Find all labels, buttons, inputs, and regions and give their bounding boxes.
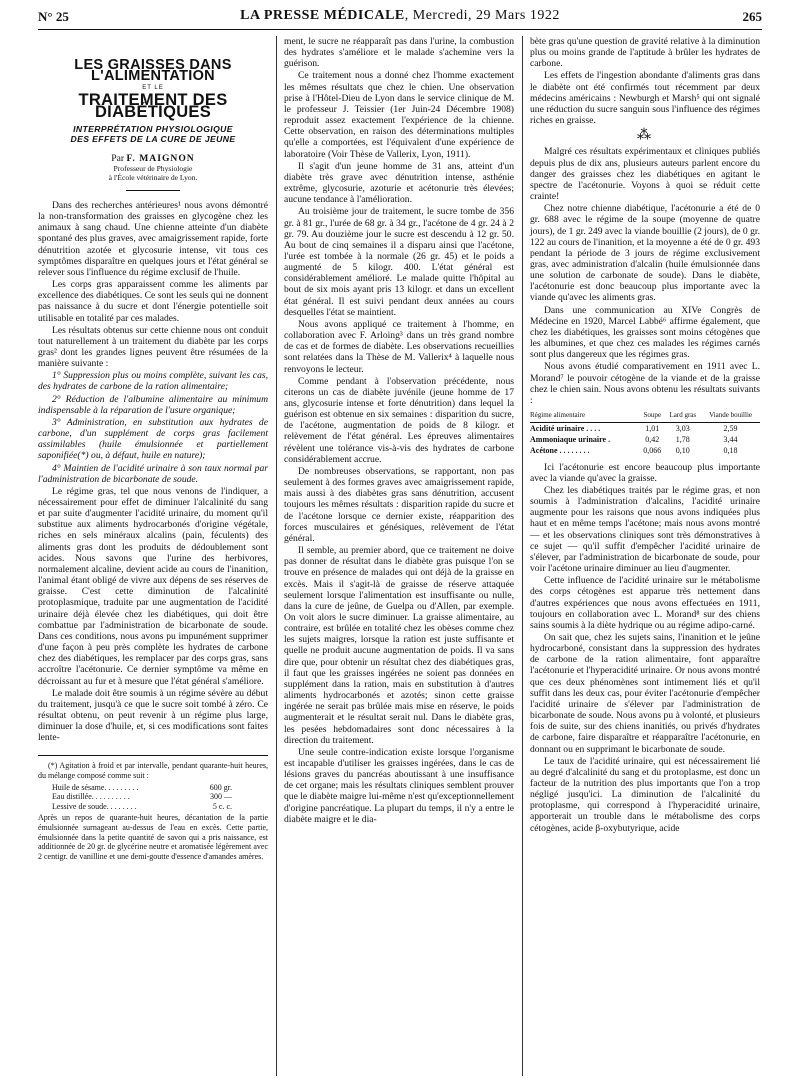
table-row: Acétone . . . . . . . . 0,066 0,10 0,18 bbox=[530, 446, 738, 456]
author-name: F. MAIGNON bbox=[126, 152, 195, 164]
paragraph: Dans une communication au XIVe Congrès de Médecine en 1920, Marcel Labbé⁶ affirme également, que chez les diabétiques, les graisses sont moins cétogènes que les albumines, et que chez ces malades les régimes carnés sont plus dangereux que les régimes gras. bbox=[530, 304, 760, 361]
list-item: 1° Suppression plus ou moins complète, suivant les cas, des hydrates de carbone de la ration alimentaire; bbox=[38, 370, 268, 393]
formula-row: Huile de sésame. . . . . . . . . 600 gr. bbox=[52, 782, 232, 792]
paragraph: Le malade doit être soumis à un régime sévère au début du traitement, jusqu'à ce que le sucre soit tombé à zéro. Ce résultat obtenu, on peut revenir à un régime plus large, diminuer la dose d'huile, et, si ces modifications sont faites lente- bbox=[38, 687, 268, 744]
article-title-line1: LES GRAISSES DANS L'ALIMENTATION bbox=[74, 57, 232, 85]
article-subtitle bbox=[38, 124, 268, 145]
paragraph: Les corps gras apparaissent comme les aliments par excellence des diabétiques. Ce sont les seuls qui ne donnent pas naissance à du sucre et dont l'énergie potentielle soit utilisable en totalité par ces malades. bbox=[38, 279, 268, 324]
paragraph: Les résultats obtenus sur cette chienne nous ont conduit tout naturellement à un traitement du diabète par les corps gras² dont les grandes lignes peuvent être résumées de la manière suivante : bbox=[38, 324, 268, 370]
subtitle-line2: DES EFFETS DE LA CURE DE JEUNE bbox=[70, 134, 236, 145]
footnote-intro: (*) Agitation à froid et par intervalle, pendant quarante-huit heures, du mélange composé comme suit : bbox=[38, 761, 268, 781]
article-title-et: ET LE bbox=[142, 85, 164, 92]
author-line bbox=[38, 153, 268, 164]
author-affiliation bbox=[38, 164, 268, 182]
column-divider bbox=[522, 36, 523, 1076]
list-item: 3° Administration, en substitution aux hydrates de carbone, d'un supplément de corps gras facilement assimilables (huile émulsionnée et partiellement saponifiée(*) ou, à défaut, huile en nature); bbox=[38, 416, 268, 462]
table-header: Viande bouillie bbox=[701, 409, 760, 423]
paragraph: Au troisième jour de traitement, le sucre tombe de 356 gr. à 81 gr., l'urée de 68 gr. à 34 gr., l'acétone de 4 gr. 24 à 2 gr. 79. Au douzième jour le sucre est descendu à 12 gr. 50. Au bout de cinq semaines il a disparu ainsi que l'acétone, l'urée est tombée à la normale (26 gr. 45) et le poids a augmenté de 5 kilogr. 400. L'état général est considérablement amélioré. Le malade quitte l'hôpital au bout de six mois ayant pris 13 kilogr. et dans un excellent état général. Il est suivi pendant deux années au cours desquelles l'état se maintient. bbox=[284, 206, 514, 318]
issue-date: , Mercredi, 29 Mars 1922 bbox=[404, 8, 560, 23]
paragraph: ment, le sucre ne réapparaît pas dans l'urine, la combustion des hydrates s'améliore et le malade s'achemine vers la guérison. bbox=[284, 36, 514, 70]
column-2 bbox=[284, 36, 514, 826]
column-3 bbox=[530, 36, 760, 835]
paragraph: Ce traitement nous a donné chez l'homme exactement les mêmes résultats que chez le chien. Une observation prise à l'Hôtel-Dieu de Lyon dans le service clinique de M. le professeur J. Teissier (1er Juin-24 Décembre 1908) reproduit assez exactement l'expérience de la chienne. Cette observation, en raison des déterminations multiples qu'elle a comportées, est l'équivalent d'une expérience de laboratoire (Voir Thèse de Vallerix, Lyon, 1911). bbox=[284, 70, 514, 160]
paragraph: Il semble, au premier abord, que ce traitement ne doive pas donner de résultat dans le diabète gras puisque l'on se trouve en présence de malades qui ont déjà de la graisse en excès. Mais il s'agit-là de graisse de réserve attaquée seulement lorsque l'alimentation est insuffisante ou nulle, dans la cure de jeûne, de Guelpa ou d'Allen, par exemple. On voit alors le sucre diminuer. La graisse alimentaire, au contraire, est brûlée en totalité chez les obèses comme chez les sujets maigres, lorsque la ration est juste suffisante et quelle ne produit aucune augmentation de poids. Il va sans dire que, pour obtenir un résultat chez des diabétiques gras, il faut que les graisses ingérées ne soient pas données en supplément dans la ration, mais en substitution à d'autres aliments hydrocarbonés et azotés; sinon cette graisse ingérée ne serait pas brûlée mais mise en réserve, le poids augmenterait et le résultat serait nul. Dans le diabète gras, les pesées hebdomadaires sont donc nécessaires à la direction du traitement. bbox=[284, 545, 514, 746]
issue-number: N° 25 bbox=[38, 9, 69, 24]
list-item: 2° Réduction de l'albumine alimentaire au minimum indispensable à la réparation de l'usure organique; bbox=[38, 393, 268, 416]
section-separator: ⁂ bbox=[637, 128, 653, 144]
paragraph: Comme pendant à l'observation précédente, nous citerons un cas de diabète juvénile (jeune homme de 17 ans, glycosurie intense et forte dénutrition) dans lequel la guérison est obtenue en six semaines : disparition du sucre, de l'acétone, augmentation de poids de 8 kilogr. et relèvement de l'état général. Les épreuves alimentaires révèlent une tolérance vis-à-vis des hydrates de carbone considérablement accrue. bbox=[284, 375, 514, 465]
formula-row: Eau distillée. . . . . . . . . . 300 — bbox=[52, 792, 232, 802]
table-row: Ammoniaque urinaire . 0,42 1,78 3,44 bbox=[530, 435, 738, 445]
paragraph: Malgré ces résultats expérimentaux et cliniques publiés depuis plus de dix ans, plusieurs auteurs parlent encore du danger des graisses chez les diabétiques en agitant le spectre de l'acétonurie. Voyons à quoi se réduit cette crainte! bbox=[530, 146, 760, 203]
page-header bbox=[38, 7, 762, 30]
paragraph: Cette influence de l'acidité urinaire sur le métabolisme des corps cétogènes est apparue très nettement dans d'autres expériences que nous avons effectuées en 1911, toujours en collaboration avec L. Morand⁸ sur des chiens sains soumis à la diète hydrique ou au régime adipo-carné. bbox=[530, 575, 760, 631]
journal-masthead bbox=[38, 8, 762, 24]
paragraph: bète gras qu'une question de gravité relative à la diminution plus ou moins grande de l'aptitude à brûler les hydrates de carbone. bbox=[530, 36, 760, 70]
paragraph: Dans des recherches antérieures¹ nous avons démontré la non-transformation des graisses en glycogène chez les animaux à sang chaud. Une chienne atteinte d'un diabète spontané des plus graves, avec amaigrissement rapide, forte dénutrition azotée et glycosurie intense, vit tous ces symptômes disparaître en quelques jours et l'état général se relever sous l'influence du régime exclusif de l'huile. bbox=[38, 199, 268, 278]
page-number: 265 bbox=[742, 9, 762, 24]
article-title-line2: TRAITEMENT DES DIABÉTIQUES bbox=[78, 91, 228, 121]
table-header: Soupe bbox=[640, 409, 665, 423]
paragraph: Nous avons étudié comparativement en 1911 avec L. Morand⁷ le pouvoir cétogène de la viande et de la graisse chez le chien sain. Nous avons obtenu les résultats suivants : bbox=[530, 361, 760, 406]
table-header-row bbox=[530, 409, 760, 423]
journal-name: LA PRESSE MÉDICALE bbox=[240, 8, 405, 23]
paragraph: De nombreuses observations, se rapportant, non pas seulement à des formes graves avec amaigrissement rapide, mais aussi à des diabètes gras sans dénutrition, accusent toujours les mêmes résultats : disparition rapide du sucre et de l'acétone lorsque ce dernier existe, réapparition des forces musculaires et génésiques, relèvement de l'état général. bbox=[284, 465, 514, 544]
affiliation-line1: Professeur de Physiologie bbox=[113, 163, 193, 173]
paragraph: Nous avons appliqué ce traitement à l'homme, en collaboration avec F. Arloing³ dans un très grand nombre de cas et de formes de diabète. Les observations recueillies sont relatées dans la Thèse de M. Vallerix⁴ à laquelle nous renvoyons le lecteur. bbox=[284, 318, 514, 375]
paragraph: Une seule contre-indication existe lorsque l'organisme est incapable d'utiliser les graisses ingérées, dans le cas de lésions graves du pancréas aboutissant à une insuffisance de cet organe; mais les résultats cliniques semblent prouver que le diabète maigre lui-même n'est qu'exceptionnellement d'origine pancréatique. La plupart du temps, il n'y a entre le diabète maigre et le dia- bbox=[284, 746, 514, 825]
author-prefix: Par bbox=[111, 152, 125, 164]
table-row: Acidité urinaire . . . . 1,01 3,03 2,59 bbox=[530, 424, 738, 434]
footnote bbox=[38, 755, 268, 861]
footnote-text: Après un repos de quarante-huit heures, décantation de la partie émulsionnée surnageant au-dessus de l'eau en excès. Cette partie, émulsionnée dans la petite quantité de savon qui a pris naissance, est additionnée de 20 gr. de glycérine neutre et aromatisée légèrement avec 2 centigr. de vanilline et une demi-goutte d'essence d'amandes amères. bbox=[38, 813, 268, 861]
subtitle-line1: INTERPRÉTATION PHYSIOLOGIQUE bbox=[73, 123, 233, 134]
paragraph: Les effets de l'ingestion abondante d'aliments gras dans le diabète ont été confirmés tout récemment par deux médecins américains : Newburgh et Marsh⁵ qui ont signalé une réduction du sucre sanguin sous l'influence des régimes riches en graisse. bbox=[530, 70, 760, 127]
footnote-formula bbox=[52, 783, 268, 812]
title-rule bbox=[126, 190, 180, 191]
paragraph: On sait que, chez les sujets sains, l'inanition et le jeûne hydrocarboné, consistant dans la suppression des hydrates de carbone de la ration alimentaire, font apparaître l'acétonurie et l'hyperacidité urinaire. Or nous avons montré que ces deux phénomènes sont intimement liés et qu'il suffit dans les deux cas, pour éviter l'acétonurie d'empêcher l'acidité urinaire de s'élever par l'administration de bicarbonate de soude. Nous avons pu à volonté, et plusieurs fois de suite, sur des chiens inanitiés, ou privés d'hydrates de carbone, faire disparaître et réapparaître l'acétonurie, en donnant ou en supprimant le bicarbonate de soude. bbox=[530, 631, 760, 755]
table-header: Lard gras bbox=[665, 409, 702, 423]
paragraph: Ici l'acétonurie est encore beaucoup plus importante avec la viande qu'avec la graisse. bbox=[530, 461, 760, 484]
paragraph: Chez les diabétiques traités par le régime gras, et non soumis à l'administration d'alcalins, l'acidité urinaire augmente pour les raisons que nous avons indiquées plus haut et en même temps l'acétone; mais nous avons montré — et les observations cliniques sont très démonstratives à ce sujet — qu'il suffit d'empêcher l'acidité urinaire de s'élever, par l'administration de bicarbonate de soude, pour voir l'acétone urinaire diminuer au lieu d'augmenter. bbox=[530, 484, 760, 575]
column-1 bbox=[38, 36, 268, 861]
formula-row: Lessive de soude. . . . . . . . 5 c. c. bbox=[52, 801, 232, 811]
column-divider bbox=[276, 36, 277, 1076]
paragraph: Le taux de l'acidité urinaire, qui est nécessairement lié au degré d'alcalinité du sang et du protoplasme, est donc un facteur de la nutrition des plus importants que l'on a trop négligé jusqu'ici. La diminution de l'alcalinité du protoplasme, qui correspond à l'hyperacidité urinaire, apporterait un trouble dans le métabolisme des corps cétogènes, acide β-oxybutyrique, acide bbox=[530, 755, 760, 834]
paragraph: Il s'agit d'un jeune homme de 31 ans, atteint d'un diabète très grave avec dénutrition intense, asthénie extrême, glycosurie, azoturie et acétonurie très élevées; aucune tendance à l'amélioration. bbox=[284, 160, 514, 206]
paragraph: Chez notre chienne diabétique, l'acétonurie a été de 0 gr. 688 avec le régime de la soupe (moyenne de quatre jours), de 1 gr. 249 avec la viande bouillie (2 jours), de 0 gr. 122 au cours de l'inanition, et la moyenne a été de 0 gr. 493 pendant la période de 3 jours de régime exclusivement gras, avec administration d'alcalin (huile émulsionnée dans une solution de carbonate de soude). Dans le diabète, l'acétonurie est donc beaucoup plus importante avec la viande qu'avec les aliments gras. bbox=[530, 203, 760, 304]
affiliation-line2: à l'École vétérinaire de Lyon. bbox=[108, 172, 198, 182]
table-header: Régime alimentaire bbox=[530, 409, 640, 423]
results-table bbox=[530, 409, 760, 457]
list-item: 4° Maintien de l'acidité urinaire à son taux normal par l'administration de bicarbonate de soude. bbox=[38, 462, 268, 485]
paragraph: Le régime gras, tel que nous venons de l'indiquer, a nécessairement pour effet de diminuer l'alcalinité du sang et par suite d'augmenter l'acidité urinaire, du moment qu'il substitue aux aliments hydrocarbonés d'origine végétale, riches en sels minéraux alcalins (pain, féculents) des aliments gras dont les produits de dédoublement sont acides. Nous savons que l'urine des herbivores, normalement alcaline, devient acide au cours de l'inanition, l'animal étant obligé de vivre aux dépens de ses réserves de graisse. C'est cette diminution de l'alcalinité protoplasmique, traduite par une augmentation de l'acidité urinaire déjà élevée chez les diabétiques, qui doit être combattue par l'administration de bicarbonate de soude. Dans ces conditions, nous avons pu impunément supprimer d'une façon à peu près complète les hydrates de carbone chez des diabétiques, les remplacer par des corps gras, sans accroître l'acétonurie. Ce dernier symptôme va même en décroissant au fur et à mesure que l'état général s'améliore. bbox=[38, 485, 268, 687]
